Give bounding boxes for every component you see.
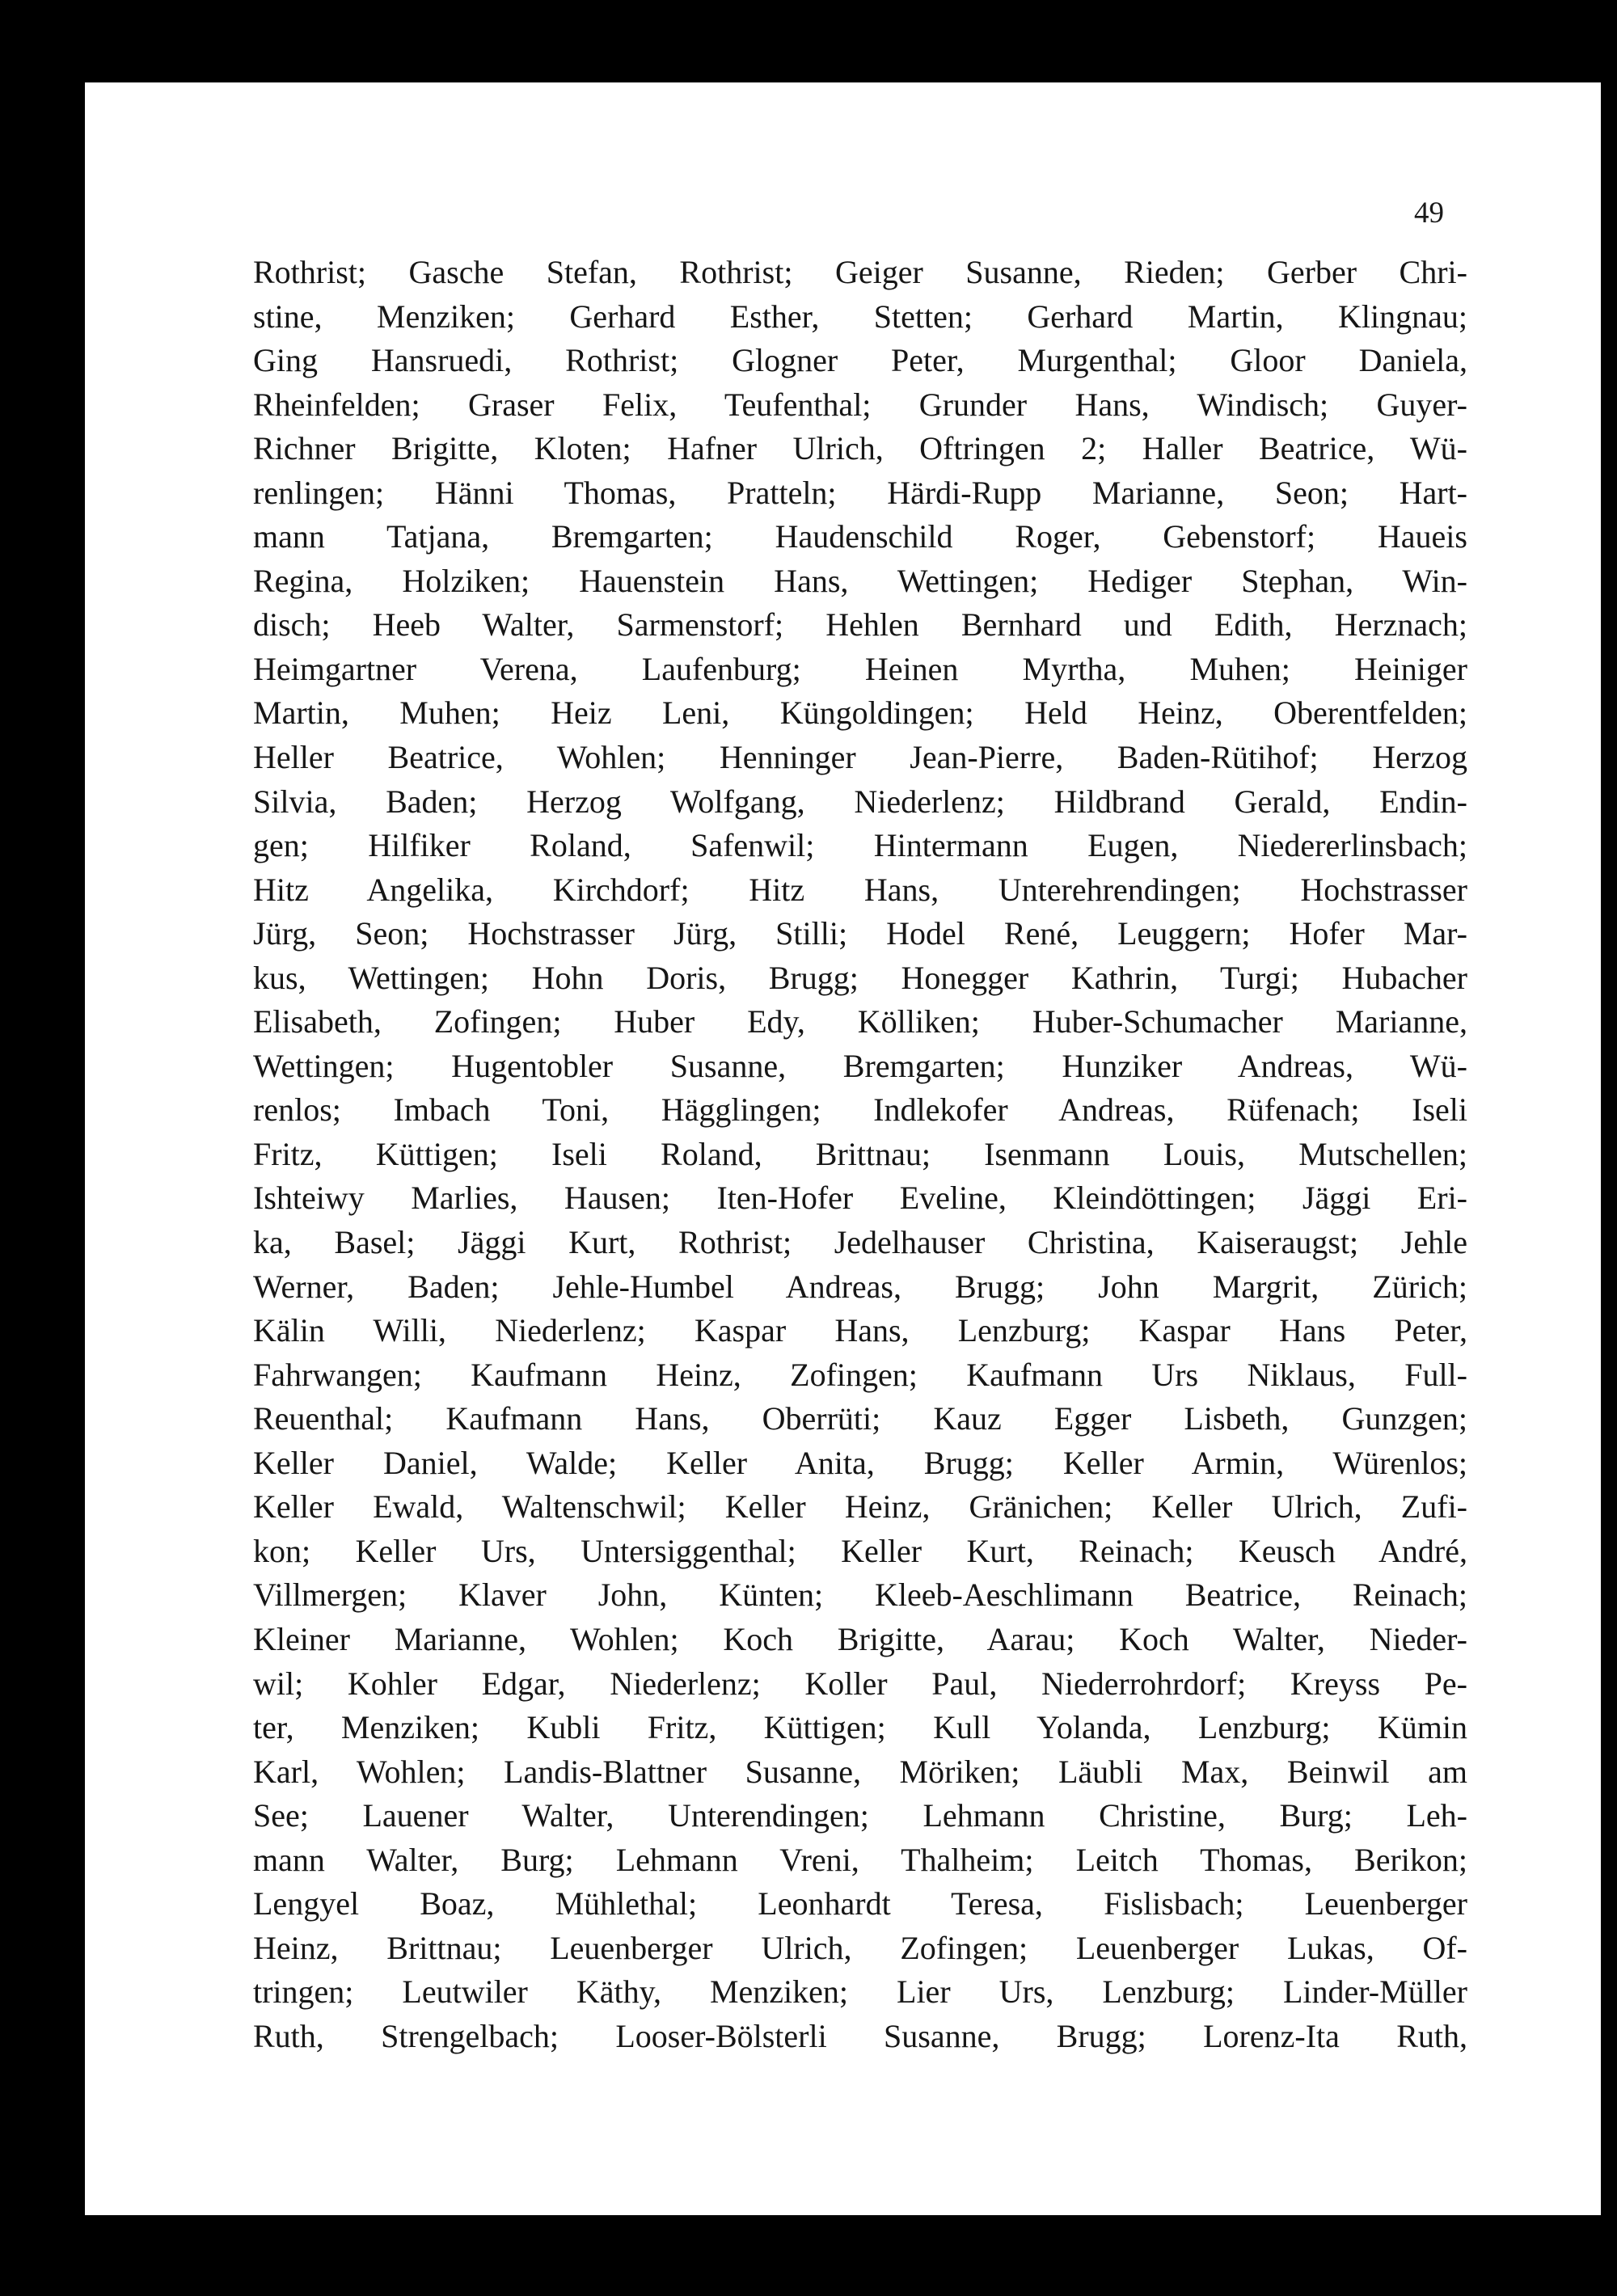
text-line: kus, Wettingen; Hohn Doris, Brugg; Honegger Kathrin, Turgi; Hubacher [253, 959, 1467, 996]
text-line: Rheinfelden; Graser Felix, Teufenthal; Grunder Hans, Windisch; Guyer- [253, 386, 1467, 423]
text-line: Ishteiwy Marlies, Hausen; Iten-Hofer Eveline, Kleindöttingen; Jäggi Eri- [253, 1180, 1467, 1217]
text-line: renlingen; Hänni Thomas, Pratteln; Härdi-Rupp Marianne, Seon; Hart- [253, 474, 1467, 511]
text-line: Hitz Angelika, Kirchdorf; Hitz Hans, Unterehrendingen; Hochstrasser [253, 871, 1467, 908]
text-line: See; Lauener Walter, Unterendingen; Lehmann Christine, Burg; Leh- [253, 1797, 1467, 1834]
text-line: Martin, Muhen; Heiz Leni, Küngoldingen; Held Heinz, Oberentfelden; [253, 694, 1467, 732]
text-line: Ging Hansruedi, Rothrist; Glogner Peter, Murgenthal; Gloor Daniela, [253, 342, 1467, 379]
text-line: ter, Menziken; Kubli Fritz, Küttigen; Kull Yolanda, Lenzburg; Kümin [253, 1709, 1467, 1746]
text-line: kon; Keller Urs, Untersiggenthal; Keller Kurt, Reinach; Keusch André, [253, 1532, 1467, 1569]
page-number: 49 [1414, 196, 1444, 230]
text-line: Keller Daniel, Walde; Keller Anita, Brugg; Keller Armin, Würenlos; [253, 1444, 1467, 1481]
text-line: Jürg, Seon; Hochstrasser Jürg, Stilli; Hodel René, Leuggern; Hofer Mar- [253, 915, 1467, 952]
document-page [85, 82, 1601, 2215]
text-line: stine, Menziken; Gerhard Esther, Stetten; Gerhard Martin, Klingnau; [253, 298, 1467, 335]
text-line: Heimgartner Verena, Laufenburg; Heinen Myrtha, Muhen; Heiniger [253, 650, 1467, 687]
text-line: Karl, Wohlen; Landis-Blattner Susanne, Möriken; Läubli Max, Beinwil am [253, 1753, 1467, 1790]
text-line: disch; Heeb Walter, Sarmenstorf; Hehlen Bernhard und Edith, Herznach; [253, 606, 1467, 644]
text-line: Villmergen; Klaver John, Künten; Kleeb-Aeschlimann Beatrice, Reinach; [253, 1576, 1467, 1614]
text-line: Elisabeth, Zofingen; Huber Edy, Kölliken; Huber-Schumacher Marianne, [253, 1003, 1467, 1040]
text-line: Kälin Willi, Niederlenz; Kaspar Hans, Lenzburg; Kaspar Hans Peter, [253, 1312, 1467, 1349]
text-line: tringen; Leutwiler Käthy, Menziken; Lier Urs, Lenzburg; Linder-Müller [253, 1973, 1467, 2011]
text-line: wil; Kohler Edgar, Niederlenz; Koller Paul, Niederrohrdorf; Kreyss Pe- [253, 1665, 1467, 1702]
text-line: Fahrwangen; Kaufmann Heinz, Zofingen; Kaufmann Urs Niklaus, Full- [253, 1356, 1467, 1393]
text-line: Ruth, Strengelbach; Looser-Bölsterli Susanne, Brugg; Lorenz-Ita Ruth, [253, 2017, 1467, 2054]
text-line: Wettingen; Hugentobler Susanne, Bremgarten; Hunziker Andreas, Wü- [253, 1047, 1467, 1084]
text-line: Rothrist; Gasche Stefan, Rothrist; Geiger Susanne, Rieden; Gerber Chri- [253, 254, 1467, 290]
text-line: Kleiner Marianne, Wohlen; Koch Brigitte, Aarau; Koch Walter, Nieder- [253, 1620, 1467, 1657]
text-line: Richner Brigitte, Kloten; Hafner Ulrich, Oftringen 2; Haller Beatrice, Wü- [253, 430, 1467, 467]
text-line: ka, Basel; Jäggi Kurt, Rothrist; Jedelhauser Christina, Kaiseraugst; Jehle [253, 1224, 1467, 1261]
text-line: Werner, Baden; Jehle-Humbel Andreas, Brugg; John Margrit, Zürich; [253, 1268, 1467, 1305]
text-line: renlos; Imbach Toni, Hägglingen; Indlekofer Andreas, Rüfenach; Iseli [253, 1091, 1467, 1129]
text-line: Reuenthal; Kaufmann Hans, Oberrüti; Kauz Egger Lisbeth, Gunzgen; [253, 1400, 1467, 1437]
text-line: Heller Beatrice, Wohlen; Henninger Jean-Pierre, Baden-Rütihof; Herzog [253, 739, 1467, 776]
text-line: Silvia, Baden; Herzog Wolfgang, Niederlenz; Hildbrand Gerald, Endin- [253, 783, 1467, 820]
text-line: mann Tatjana, Bremgarten; Haudenschild Roger, Gebenstorf; Haueis [253, 518, 1467, 555]
text-line: gen; Hilfiker Roland, Safenwil; Hintermann Eugen, Niedererlinsbach; [253, 827, 1467, 864]
text-line: Heinz, Brittnau; Leuenberger Ulrich, Zofingen; Leuenberger Lukas, Of- [253, 1929, 1467, 1966]
text-line: Lengyel Boaz, Mühlethal; Leonhardt Teresa, Fislisbach; Leuenberger [253, 1885, 1467, 1922]
name-list-text [253, 251, 1467, 2058]
text-line: Regina, Holziken; Hauenstein Hans, Wettingen; Hediger Stephan, Win- [253, 562, 1467, 599]
text-line: Fritz, Küttigen; Iseli Roland, Brittnau; Isenmann Louis, Mutschellen; [253, 1135, 1467, 1172]
text-line: Keller Ewald, Waltenschwil; Keller Heinz, Gränichen; Keller Ulrich, Zufi- [253, 1488, 1467, 1526]
text-line: mann Walter, Burg; Lehmann Vreni, Thalheim; Leitch Thomas, Berikon; [253, 1841, 1467, 1878]
